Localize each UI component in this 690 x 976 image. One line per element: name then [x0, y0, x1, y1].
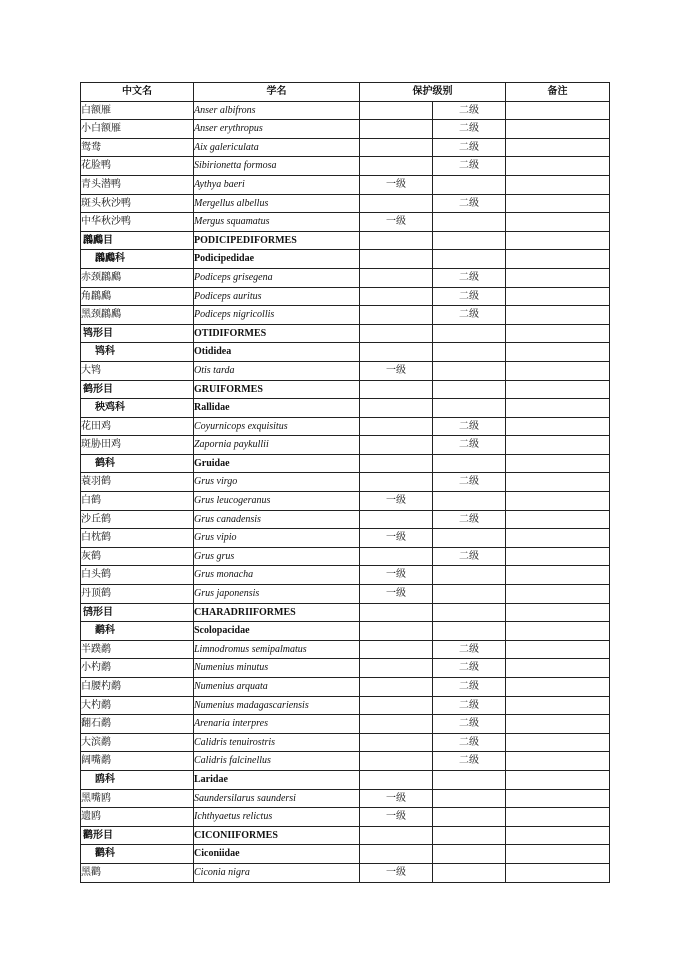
scientific-name-cell: Saundersilarus saundersi [194, 789, 360, 808]
level-two-cell: 二级 [433, 157, 506, 176]
remarks-cell [506, 287, 610, 306]
scientific-name-cell: Laridae [194, 770, 360, 789]
chinese-name-cell: 青头潜鸭 [81, 175, 194, 194]
remarks-cell [506, 808, 610, 827]
remarks-cell [506, 696, 610, 715]
level-two-cell: 二级 [433, 640, 506, 659]
level-two-cell [433, 454, 506, 473]
chinese-name-cell: 鹤形目 [81, 380, 194, 399]
scientific-name-cell: Numenius arquata [194, 678, 360, 697]
table-row [81, 157, 610, 176]
level-one-cell [360, 380, 433, 399]
remarks-cell [506, 715, 610, 734]
order-row [81, 324, 610, 343]
table-row [81, 696, 610, 715]
level-one-cell [360, 715, 433, 734]
remarks-cell [506, 473, 610, 492]
family-row [81, 399, 610, 418]
remarks-cell [506, 566, 610, 585]
remarks-cell [506, 603, 610, 622]
chinese-name-cell: 鹬科 [81, 622, 194, 641]
header-remarks: 备注 [506, 83, 610, 102]
level-two-cell [433, 324, 506, 343]
level-one-cell [360, 733, 433, 752]
remarks-cell [506, 231, 610, 250]
table-row [81, 120, 610, 139]
remarks-cell [506, 120, 610, 139]
scientific-name-cell: PODICIPEDIFORMES [194, 231, 360, 250]
scientific-name-cell: CHARADRIIFORMES [194, 603, 360, 622]
level-two-cell [433, 529, 506, 548]
level-one-cell: 一级 [360, 566, 433, 585]
scientific-name-cell: Anser erythropus [194, 120, 360, 139]
level-one-cell [360, 157, 433, 176]
table-row [81, 213, 610, 232]
table-row [81, 640, 610, 659]
scientific-name-cell: Arenaria interpres [194, 715, 360, 734]
remarks-cell [506, 863, 610, 882]
level-two-cell: 二级 [433, 547, 506, 566]
remarks-cell [506, 436, 610, 455]
scientific-name-cell: Otididea [194, 343, 360, 362]
level-two-cell [433, 380, 506, 399]
table-body [81, 101, 610, 882]
remarks-cell [506, 194, 610, 213]
level-one-cell [360, 250, 433, 269]
remarks-cell [506, 361, 610, 380]
family-row [81, 454, 610, 473]
table-row [81, 566, 610, 585]
level-one-cell [360, 770, 433, 789]
level-one-cell [360, 659, 433, 678]
scientific-name-cell: Aythya baeri [194, 175, 360, 194]
scientific-name-cell: Gruidae [194, 454, 360, 473]
level-two-cell: 二级 [433, 733, 506, 752]
remarks-cell [506, 399, 610, 418]
order-row [81, 231, 610, 250]
chinese-name-cell: 白额雁 [81, 101, 194, 120]
chinese-name-cell: 秧鸡科 [81, 399, 194, 418]
level-two-cell [433, 213, 506, 232]
scientific-name-cell: GRUIFORMES [194, 380, 360, 399]
chinese-name-cell: 黑嘴鸥 [81, 789, 194, 808]
chinese-name-cell: 大滨鹬 [81, 733, 194, 752]
chinese-name-cell: 中华秋沙鸭 [81, 213, 194, 232]
level-one-cell [360, 120, 433, 139]
remarks-cell [506, 845, 610, 864]
scientific-name-cell: Zapornia paykullii [194, 436, 360, 455]
remarks-cell [506, 306, 610, 325]
chinese-name-cell: 角鸊鷉 [81, 287, 194, 306]
table-row [81, 808, 610, 827]
table-row [81, 715, 610, 734]
chinese-name-cell: 灰鹤 [81, 547, 194, 566]
scientific-name-cell: Numenius minutus [194, 659, 360, 678]
scientific-name-cell: Anser albifrons [194, 101, 360, 120]
level-two-cell [433, 845, 506, 864]
chinese-name-cell: 鸥科 [81, 770, 194, 789]
table-row [81, 436, 610, 455]
table-row [81, 492, 610, 511]
level-one-cell [360, 101, 433, 120]
level-one-cell [360, 622, 433, 641]
level-one-cell [360, 603, 433, 622]
chinese-name-cell: 鸊鷉科 [81, 250, 194, 269]
level-two-cell [433, 808, 506, 827]
remarks-cell [506, 157, 610, 176]
remarks-cell [506, 826, 610, 845]
remarks-cell [506, 622, 610, 641]
chinese-name-cell: 鸊鷉目 [81, 231, 194, 250]
level-two-cell [433, 231, 506, 250]
chinese-name-cell: 白腰杓鹬 [81, 678, 194, 697]
level-two-cell [433, 789, 506, 808]
table-row [81, 752, 610, 771]
level-one-cell [360, 231, 433, 250]
table-row [81, 194, 610, 213]
level-two-cell: 二级 [433, 268, 506, 287]
table-row [81, 101, 610, 120]
level-one-cell [360, 138, 433, 157]
table-row [81, 138, 610, 157]
level-two-cell: 二级 [433, 510, 506, 529]
level-one-cell: 一级 [360, 361, 433, 380]
chinese-name-cell: 鹤科 [81, 454, 194, 473]
scientific-name-cell: CICONIIFORMES [194, 826, 360, 845]
family-row [81, 770, 610, 789]
scientific-name-cell: Mergus squamatus [194, 213, 360, 232]
chinese-name-cell: 白头鹤 [81, 566, 194, 585]
scientific-name-cell: Ciconia nigra [194, 863, 360, 882]
level-two-cell [433, 622, 506, 641]
chinese-name-cell: 白枕鹤 [81, 529, 194, 548]
chinese-name-cell: 鸻形目 [81, 603, 194, 622]
scientific-name-cell: Grus grus [194, 547, 360, 566]
scientific-name-cell: Grus monacha [194, 566, 360, 585]
level-one-cell [360, 417, 433, 436]
remarks-cell [506, 510, 610, 529]
remarks-cell [506, 101, 610, 120]
level-two-cell: 二级 [433, 101, 506, 120]
level-one-cell [360, 752, 433, 771]
order-row [81, 380, 610, 399]
family-row [81, 343, 610, 362]
scientific-name-cell: Podiceps grisegena [194, 268, 360, 287]
chinese-name-cell: 鸳鸯 [81, 138, 194, 157]
level-two-cell: 二级 [433, 287, 506, 306]
level-two-cell: 二级 [433, 678, 506, 697]
chinese-name-cell: 花田鸡 [81, 417, 194, 436]
level-two-cell: 二级 [433, 715, 506, 734]
chinese-name-cell: 半蹼鹬 [81, 640, 194, 659]
scientific-name-cell: Grus canadensis [194, 510, 360, 529]
chinese-name-cell: 小白额雁 [81, 120, 194, 139]
chinese-name-cell: 鸨科 [81, 343, 194, 362]
level-one-cell [360, 640, 433, 659]
chinese-name-cell: 鸨形目 [81, 324, 194, 343]
table-row [81, 510, 610, 529]
chinese-name-cell: 鹳形目 [81, 826, 194, 845]
chinese-name-cell: 大杓鹬 [81, 696, 194, 715]
scientific-name-cell: Numenius madagascariensis [194, 696, 360, 715]
table-row [81, 473, 610, 492]
level-two-cell: 二级 [433, 436, 506, 455]
chinese-name-cell: 花脸鸭 [81, 157, 194, 176]
table-row [81, 585, 610, 604]
remarks-cell [506, 138, 610, 157]
remarks-cell [506, 250, 610, 269]
remarks-cell [506, 640, 610, 659]
level-two-cell [433, 566, 506, 585]
level-two-cell: 二级 [433, 659, 506, 678]
scientific-name-cell: Grus virgo [194, 473, 360, 492]
remarks-cell [506, 343, 610, 362]
scientific-name-cell: Aix galericulata [194, 138, 360, 157]
level-two-cell [433, 603, 506, 622]
chinese-name-cell: 大鸨 [81, 361, 194, 380]
level-two-cell [433, 343, 506, 362]
level-one-cell: 一级 [360, 213, 433, 232]
scientific-name-cell: Ichthyaetus relictus [194, 808, 360, 827]
remarks-cell [506, 678, 610, 697]
remarks-cell [506, 733, 610, 752]
scientific-name-cell: Podiceps auritus [194, 287, 360, 306]
level-one-cell: 一级 [360, 585, 433, 604]
family-row [81, 622, 610, 641]
level-one-cell [360, 473, 433, 492]
scientific-name-cell: Calidris falcinellus [194, 752, 360, 771]
chinese-name-cell: 翻石鹬 [81, 715, 194, 734]
scientific-name-cell: Scolopacidae [194, 622, 360, 641]
level-two-cell [433, 585, 506, 604]
remarks-cell [506, 380, 610, 399]
level-two-cell: 二级 [433, 138, 506, 157]
level-two-cell: 二级 [433, 473, 506, 492]
remarks-cell [506, 752, 610, 771]
level-one-cell [360, 268, 433, 287]
level-one-cell [360, 194, 433, 213]
table-row [81, 417, 610, 436]
header-scientific-name: 学名 [194, 83, 360, 102]
remarks-cell [506, 454, 610, 473]
level-one-cell [360, 845, 433, 864]
level-two-cell: 二级 [433, 696, 506, 715]
chinese-name-cell: 赤颈鸊鷉 [81, 268, 194, 287]
scientific-name-cell: Grus leucogeranus [194, 492, 360, 511]
scientific-name-cell: Mergellus albellus [194, 194, 360, 213]
level-two-cell [433, 250, 506, 269]
level-two-cell [433, 826, 506, 845]
level-two-cell [433, 770, 506, 789]
level-two-cell: 二级 [433, 417, 506, 436]
level-two-cell [433, 399, 506, 418]
table-row [81, 789, 610, 808]
scientific-name-cell: Podiceps nigricollis [194, 306, 360, 325]
scientific-name-cell: Calidris tenuirostris [194, 733, 360, 752]
level-one-cell [360, 324, 433, 343]
chinese-name-cell: 阔嘴鹬 [81, 752, 194, 771]
remarks-cell [506, 770, 610, 789]
level-one-cell [360, 399, 433, 418]
remarks-cell [506, 659, 610, 678]
table-row [81, 547, 610, 566]
remarks-cell [506, 268, 610, 287]
level-one-cell [360, 510, 433, 529]
scientific-name-cell: Ciconiidae [194, 845, 360, 864]
level-two-cell: 二级 [433, 752, 506, 771]
chinese-name-cell: 小杓鹬 [81, 659, 194, 678]
scientific-name-cell: Rallidae [194, 399, 360, 418]
order-row [81, 603, 610, 622]
scientific-name-cell: Grus vipio [194, 529, 360, 548]
table-row [81, 659, 610, 678]
remarks-cell [506, 324, 610, 343]
remarks-cell [506, 547, 610, 566]
chinese-name-cell: 蓑羽鹤 [81, 473, 194, 492]
table-row [81, 678, 610, 697]
level-one-cell [360, 696, 433, 715]
remarks-cell [506, 175, 610, 194]
level-one-cell [360, 547, 433, 566]
chinese-name-cell: 斑头秋沙鸭 [81, 194, 194, 213]
chinese-name-cell: 黑鹳 [81, 863, 194, 882]
level-one-cell [360, 436, 433, 455]
scientific-name-cell: OTIDIFORMES [194, 324, 360, 343]
remarks-cell [506, 213, 610, 232]
level-one-cell: 一级 [360, 863, 433, 882]
species-protection-table [80, 82, 610, 883]
family-row [81, 845, 610, 864]
level-two-cell [433, 361, 506, 380]
level-two-cell [433, 175, 506, 194]
table-row [81, 529, 610, 548]
chinese-name-cell: 白鹤 [81, 492, 194, 511]
chinese-name-cell: 丹顶鹤 [81, 585, 194, 604]
level-one-cell: 一级 [360, 808, 433, 827]
level-one-cell: 一级 [360, 529, 433, 548]
scientific-name-cell: Coyurnicops exquisitus [194, 417, 360, 436]
chinese-name-cell: 沙丘鹤 [81, 510, 194, 529]
scientific-name-cell: Limnodromus semipalmatus [194, 640, 360, 659]
level-one-cell [360, 306, 433, 325]
scientific-name-cell: Podicipedidae [194, 250, 360, 269]
family-row [81, 250, 610, 269]
scientific-name-cell: Grus japonensis [194, 585, 360, 604]
table-row [81, 361, 610, 380]
remarks-cell [506, 492, 610, 511]
level-two-cell: 二级 [433, 306, 506, 325]
remarks-cell [506, 789, 610, 808]
order-row [81, 826, 610, 845]
level-one-cell [360, 454, 433, 473]
chinese-name-cell: 鹳科 [81, 845, 194, 864]
header-row [81, 83, 610, 102]
table-row [81, 733, 610, 752]
table-row [81, 306, 610, 325]
table-row [81, 175, 610, 194]
level-two-cell [433, 492, 506, 511]
table-row [81, 268, 610, 287]
level-one-cell: 一级 [360, 175, 433, 194]
level-one-cell [360, 287, 433, 306]
level-one-cell: 一级 [360, 789, 433, 808]
scientific-name-cell: Sibirionetta formosa [194, 157, 360, 176]
table-row [81, 287, 610, 306]
chinese-name-cell: 黑颈鸊鷉 [81, 306, 194, 325]
remarks-cell [506, 417, 610, 436]
remarks-cell [506, 585, 610, 604]
chinese-name-cell: 遗鸥 [81, 808, 194, 827]
scientific-name-cell: Otis tarda [194, 361, 360, 380]
remarks-cell [506, 529, 610, 548]
chinese-name-cell: 斑胁田鸡 [81, 436, 194, 455]
level-one-cell [360, 826, 433, 845]
header-protection-level: 保护级别 [360, 83, 506, 102]
level-one-cell [360, 678, 433, 697]
level-one-cell: 一级 [360, 492, 433, 511]
table-row [81, 863, 610, 882]
level-two-cell [433, 863, 506, 882]
header-chinese-name: 中文名 [81, 83, 194, 102]
level-one-cell [360, 343, 433, 362]
level-two-cell: 二级 [433, 120, 506, 139]
level-two-cell: 二级 [433, 194, 506, 213]
